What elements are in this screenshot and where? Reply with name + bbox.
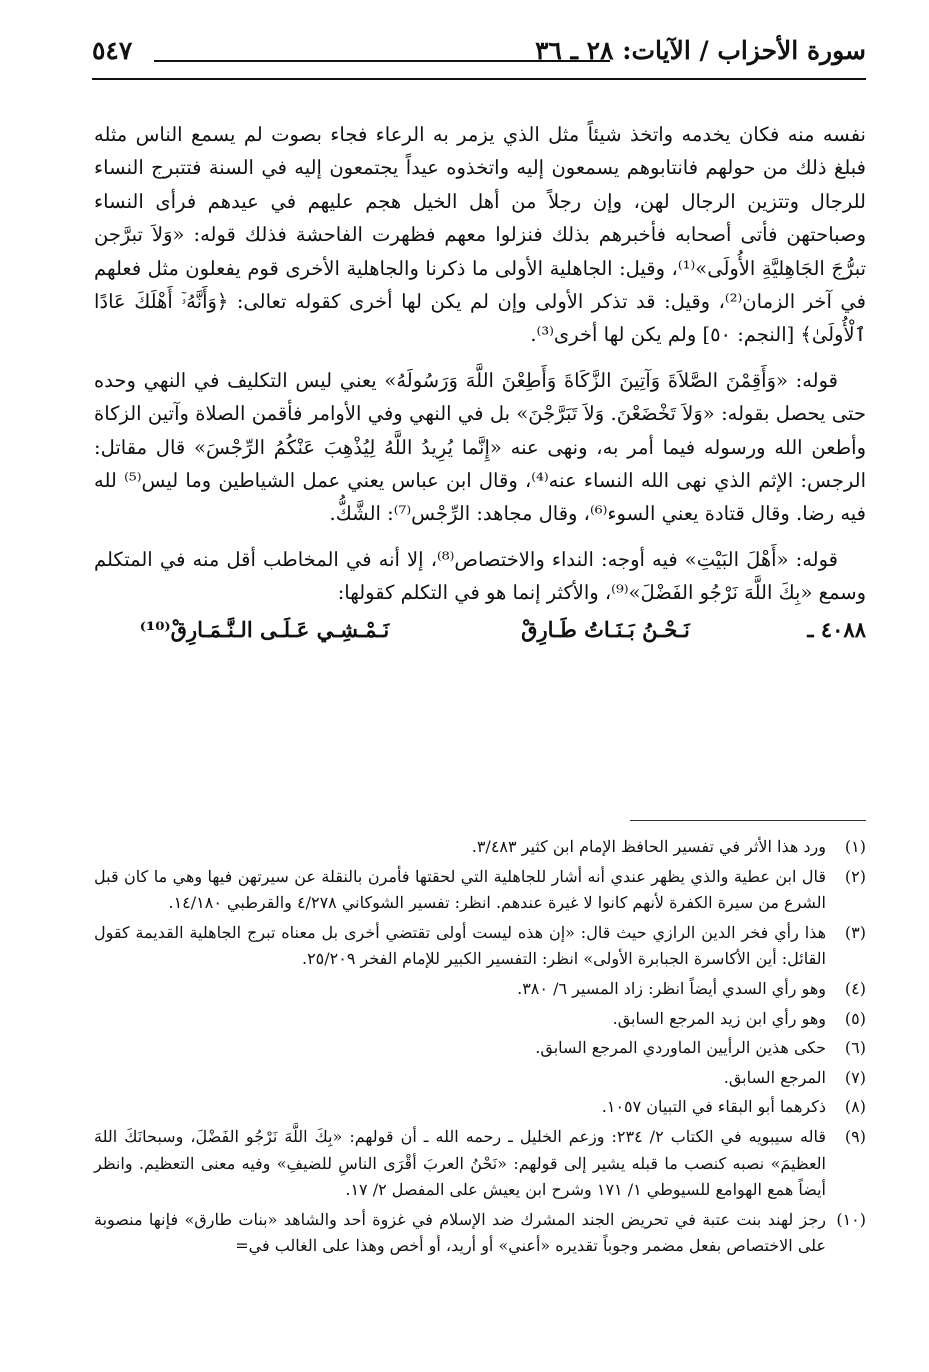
footnote-number: (١) <box>844 837 866 856</box>
footnote <box>94 1094 866 1121</box>
footnote <box>94 1207 866 1260</box>
footnote <box>94 864 866 917</box>
footnote-text: المرجع السابق. <box>723 1067 826 1087</box>
footnote-number: (٥) <box>844 1008 866 1028</box>
footnote-separator <box>630 820 866 821</box>
footnote-number: (٨) <box>844 1097 866 1117</box>
poem-number: ٤٠٨٨ ـ <box>807 616 866 642</box>
header-rule <box>154 60 610 62</box>
footnote-number: (٧) <box>844 1067 866 1087</box>
surah-title: سورة الأحزاب / الآيات: ٢٨ ـ ٣٦ <box>535 36 866 65</box>
footnote-number: (٤) <box>844 978 866 998</box>
paragraph-3: قوله: «أَهْلَ البَيْتِ» فيه أوجه: النداء والاختصاص⁽⁸⁾، إلا أنه في المخاطب أقل منه في المتكلم وسمع «بِكَ اللَّهَ نَرْجُو الفَضْلَ»⁽⁹⁾، والأكثر إنما هو في التكلم كقولها: <box>94 547 866 605</box>
footnote-number: (٢) <box>844 866 866 886</box>
footnote-text: قال ابن عطية والذي يظهر عندي أنه أشار للجاهلية التي لحقتها فأمرن بالنقلة عن سيرتهن فيها وهي ما كان قبل الشرع من سيرة الكفرة لأنهم كانوا لا غيرة عندهم. انظر: تفسير الشوكاني ٤/٢٧٨ والقرطبي ١٤/١٨٠. <box>94 866 826 913</box>
footnote-text: وهو رأي السدي أيضاً انظر: زاد المسير ٦/ ٣٨٠. <box>517 978 826 998</box>
footnote <box>94 1124 866 1204</box>
main-text <box>94 118 866 648</box>
footnote <box>94 834 866 861</box>
footnote-number: (٣) <box>844 922 866 942</box>
footnote-text: ذكرهما أبو البقاء في التبيان ١٠٥٧. <box>601 1097 826 1117</box>
footnote <box>94 1006 866 1033</box>
footnote-number: (٩) <box>844 1126 866 1146</box>
footnote-text: قاله سيبويه في الكتاب ٢/ ٢٣٤: وزعم الخليل ـ رحمه الله ـ أن قولهم: «بِكَ اللَّهَ نَرْجُو الفَضْلَ، وسبحانَكَ اللهَ العظيمَ» نصبه كنصب ما قبله يشير إلى قولهم: «نَحْنُ العربَ أقْرَى الناسِ للضيفِ» وفيه معنى التعظيم. وانظر أيضاً همع الهوامع للسيوطي ١/ ١٧١ وشرح ابن يعيش على المفصل ٢/ ١٧. <box>94 1126 826 1200</box>
footnote-text: ورد هذا الأثر في تفسير الحافظ الإمام ابن كثير ٣/٤٨٣. <box>471 837 826 856</box>
poem-hemistich-1: نَـحْـنُ بَـنَـاتُ طَـارِقْ <box>521 616 690 642</box>
footnote-number: (٦) <box>844 1038 866 1058</box>
poem-verse <box>94 612 866 648</box>
footnote <box>94 976 866 1003</box>
poem-hemistich-2: نَـمْـشِـي عَـلَـى الـنَّـمَـارِقْ⁽¹⁰⁾ <box>139 616 390 642</box>
paragraph-2: قوله: «وَأَقِمْنَ الصَّلاَةَ وَآتِينَ الزَّكَاةَ وَأَطِعْنَ اللَّهَ وَرَسُولَهُ» يعني ليس التكليف في النهي وحده حتى يحصل بقوله: «وَلاَ تَخْضَعْنَ. وَلاَ تَبَرَّجْنَ» بل في النهي وفي الأوامر فأقمن الصلاة وآتين الزكاة وأطعن الله ورسوله فيما أمر به، ونهى عنه «إِنَّما يُرِيدُ اللَّهُ لِيُذْهِبَ عَنْكُمُ الرِّجْسَ» قال مقاتل: الرجس: الإثم الذي نهى الله النساء عنه⁽⁴⁾، وقال ابن عباس يعني عمل الشياطين وما ليس⁽⁵⁾ لله فيه رضا. وقال قتادة يعني السوء⁽⁶⁾، وقال مجاهد: الرِّجْس⁽⁷⁾: الشَّكُّ. <box>94 368 867 526</box>
header-divider <box>92 78 866 80</box>
footnote <box>94 1065 866 1092</box>
footnote <box>94 920 866 973</box>
page-number: ٥٤٧ <box>92 36 133 65</box>
footnote-text: هذا رأي فخر الدين الرازي حيث قال: «إن هذه ليست أولى تقتضي أخرى بل معناه تبرج الجاهلية القديمة كقول القائل: أين الأكاسرة الجبابرة الأولى» انظر: التفسير الكبير للإمام الفخر ٢٥/٢٠٩. <box>94 922 826 969</box>
footnotes <box>94 834 866 1263</box>
footnote-text: رجز لهند بنت عتبة في تحريض الجند المشرك ضد الإسلام في غزوة أحد والشاهد «بنات طارق» فإنها منصوبة على الاختصاص بفعل مضمر وجوباً تقديره «أعني» أو أريد، أو أخص وهذا على الغالب في= <box>94 1209 826 1256</box>
footnote-number: (١٠) <box>836 1209 866 1229</box>
paragraph-1: نفسه منه فكان يخدمه واتخذ شيئاً مثل الذي يزمر به الرعاء فجاء بصوت لم يسمع الناس مثله فبلغ ذلك من حولهم فانتابوهم يسمعون إليه واتخذوه عيداً يجتمعون إليه في السنة فتتبرج النساء للرجال وتتزين الرجال لهن، وإن رجلاً من أهل الخيل هجم عليهم في عيدهم فرأى النساء وصباحتهن فأتى أصحابه فأخبرهم بذلك فنزلوا معهم فظهرت الفاحشة فذلك قوله: «وَلاَ تبرَّجن تبرُّجَ الجَاهِليَّةِ الأُولَى»⁽¹⁾، وقيل: الجاهلية الأولى ما ذكرنا والجاهلية الأخرى قوم يفعلون مثل فعلهم في آخر الزمان⁽²⁾، وقيل: قد تذكر الأولى وإن لم يكن لها أخرى كقوله تعالى: ﴿وَأَنَّهُۥٓ أَهْلَكَ عَادًا ٱلْأُولَىٰ﴾ [النجم: ٥٠] ولم يكن لها أخرى⁽³⁾. <box>94 123 867 347</box>
footnote <box>94 1035 866 1062</box>
footnote-text: وهو رأي ابن زيد المرجع السابق. <box>612 1008 826 1028</box>
page-header <box>92 34 866 78</box>
footnote-text: حكى هذين الرأيين الماوردي المرجع السابق. <box>535 1038 826 1058</box>
